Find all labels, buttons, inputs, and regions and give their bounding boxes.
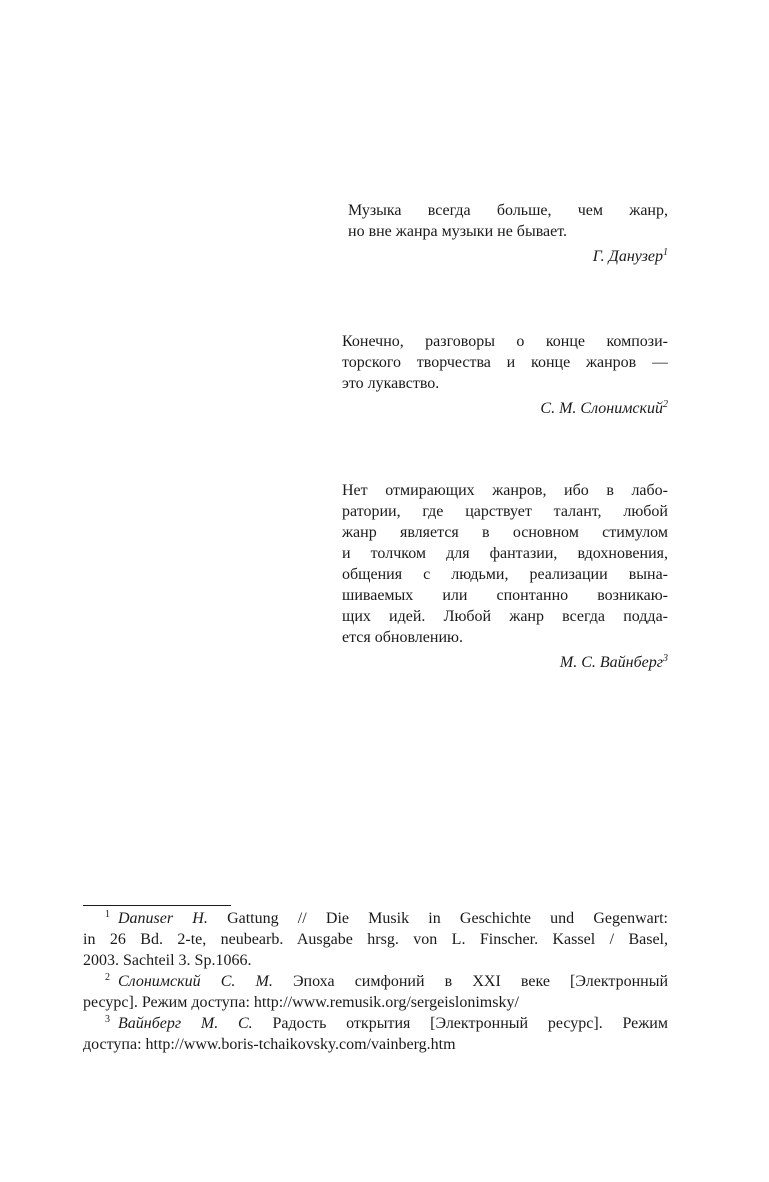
epigraph-line: торского творчества и конце жанров —: [342, 354, 668, 371]
footnote-1-line: [83, 908, 668, 929]
epigraph-author: М. С. Вайнберг: [559, 654, 663, 671]
epigraph-line: это лукавство.: [342, 375, 440, 392]
epigraph-line: и толчком для фантазии, вдохновения,: [342, 545, 668, 562]
footnote-divider: [83, 905, 231, 906]
footnote-author: Вайнберг М. С.: [118, 1015, 253, 1032]
epigraph-author: С. М. Слонимский: [540, 400, 663, 417]
epigraph-line: жанр является в основном стимулом: [342, 524, 668, 541]
footnotes: [83, 908, 668, 1055]
footnote-3-line: [83, 1013, 668, 1034]
footnote-author: Слонимский С. М.: [118, 973, 273, 990]
epigraph-line: щих идей. Любой жанр всегда подда-: [342, 608, 668, 625]
epigraph-line: Музыка всегда больше, чем жанр,: [348, 202, 668, 219]
epigraph-attribution: [348, 246, 668, 267]
epigraph-danuser: [348, 200, 668, 267]
footnote-3-url-line[interactable]: доступа: http://www.boris-tchaikovsky.com/vainberg.htm: [83, 1036, 456, 1053]
footnote-number: 1: [105, 909, 110, 920]
footnote-2-line: [83, 971, 668, 992]
footnote-text: Эпоха симфоний в XXI веке [Электронный: [292, 973, 669, 990]
epigraph-slonimsky: [342, 331, 668, 419]
footnote-number: 3: [105, 1014, 110, 1025]
footnote-text: Радость открытия [Электронный ресурс]. Режим: [272, 1015, 668, 1032]
footnote-ref[interactable]: 1: [663, 247, 668, 258]
epigraph-line: ется обновлению.: [342, 629, 463, 646]
footnote-1-line: in 26 Bd. 2-te, neubearb. Ausgabe hrsg. von L. Finscher. Kassel / Basel,: [83, 931, 668, 948]
epigraph-line: шиваемых или спонтанно возникаю-: [342, 587, 668, 604]
footnote-ref[interactable]: 2: [663, 399, 668, 410]
epigraph-line: Конечно, разговоры о конце компози-: [342, 333, 668, 350]
epigraph-line: общения с людьми, реализации вына-: [342, 566, 668, 583]
epigraph-line: Нет отмирающих жанров, ибо в лабо-: [342, 482, 668, 499]
epigraph-line: ратории, где царствует талант, любой: [342, 503, 668, 520]
footnote-1-line: 2003. Sachteil 3. Sp.1066.: [83, 952, 252, 969]
footnote-ref[interactable]: 3: [663, 653, 668, 664]
epigraph-line: но вне жанра музыки не бывает.: [348, 223, 568, 240]
footnote-text: Gattung // Die Musik in Geschichte und Gegenwart:: [227, 910, 669, 927]
footnote-number: 2: [105, 972, 110, 983]
footnote-author: Danuser H.: [118, 910, 208, 927]
epigraph-attribution: [342, 652, 668, 673]
epigraph-vainberg: [342, 480, 668, 673]
footnote-2-url-line[interactable]: ресурс]. Режим доступа: http://www.remusik.org/sergeislonimsky/: [83, 994, 519, 1011]
epigraph-attribution: [342, 398, 668, 419]
epigraph-author: Г. Данузер: [592, 248, 663, 265]
